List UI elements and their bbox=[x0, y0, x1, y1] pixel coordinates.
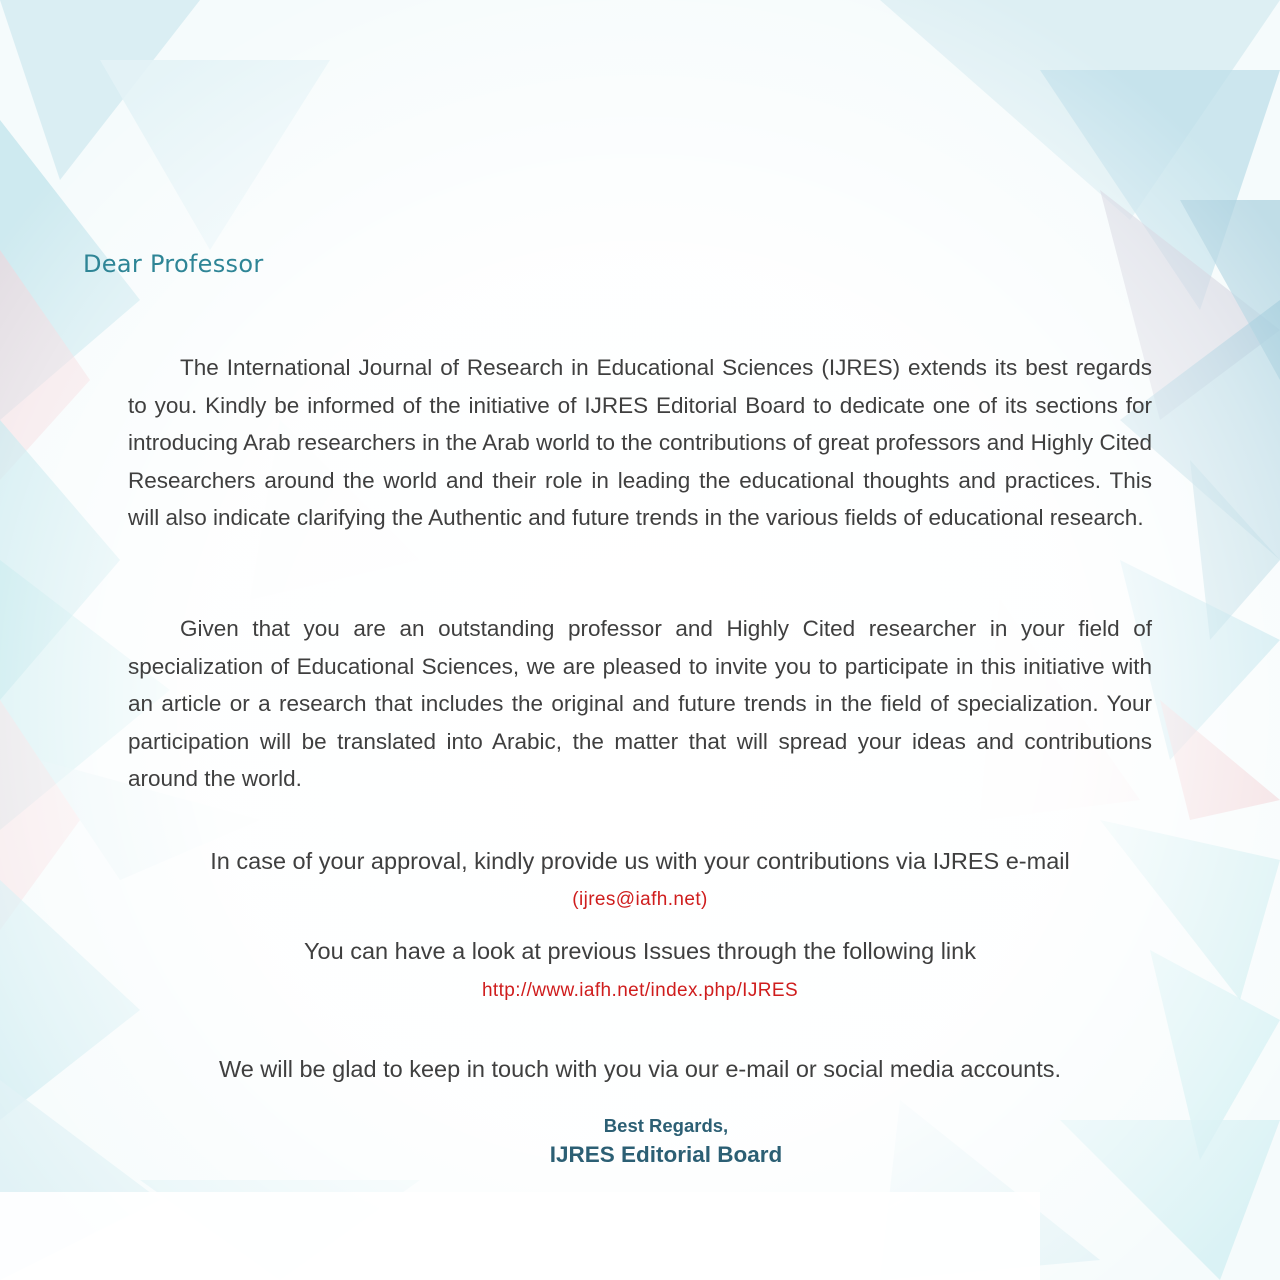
sign-off: Best Regards, bbox=[603, 1115, 729, 1136]
issues-link[interactable]: http://www.iafh.net/index.php/IJRES bbox=[481, 980, 799, 1001]
approval-text: In case of your approval, kindly provide us with your contributions via IJRES e-mail bbox=[210, 848, 1070, 874]
closing-text: We will be glad to keep in touch with you via our e-mail or social media accounts. bbox=[218, 1056, 1062, 1082]
paragraph-intro: The International Journal of Research in Educational Sciences (IJRES) extends its best regards to you. Kindly be informed of the initiative of IJRES Editorial Board to dedicate one of its sections for introducing Arab researchers in the Arab world to the contributions of great professors and Highly Cited Researchers around the world and their role in leading the educational thoughts and practices. This will also indicate clarifying the Authentic and future trends in the various fields of educational research. bbox=[128, 355, 1152, 531]
issues-text: You can have a look at previous Issues through the following link bbox=[304, 938, 976, 964]
greeting: Dear Professor bbox=[83, 250, 264, 278]
email-address[interactable]: (ijres@iafh.net) bbox=[572, 889, 708, 910]
signature: IJRES Editorial Board bbox=[549, 1142, 783, 1167]
paragraph-invitation: Given that you are an outstanding professor and Highly Cited researcher in your field of specialization of Educational Sciences, we are pleased to invite you to participate in this initiative with an article or a research that includes the original and future trends in the field of specialization. Your participation will be translated into Arabic, the matter that will spread your ideas and contributions around the world. bbox=[128, 616, 1152, 792]
